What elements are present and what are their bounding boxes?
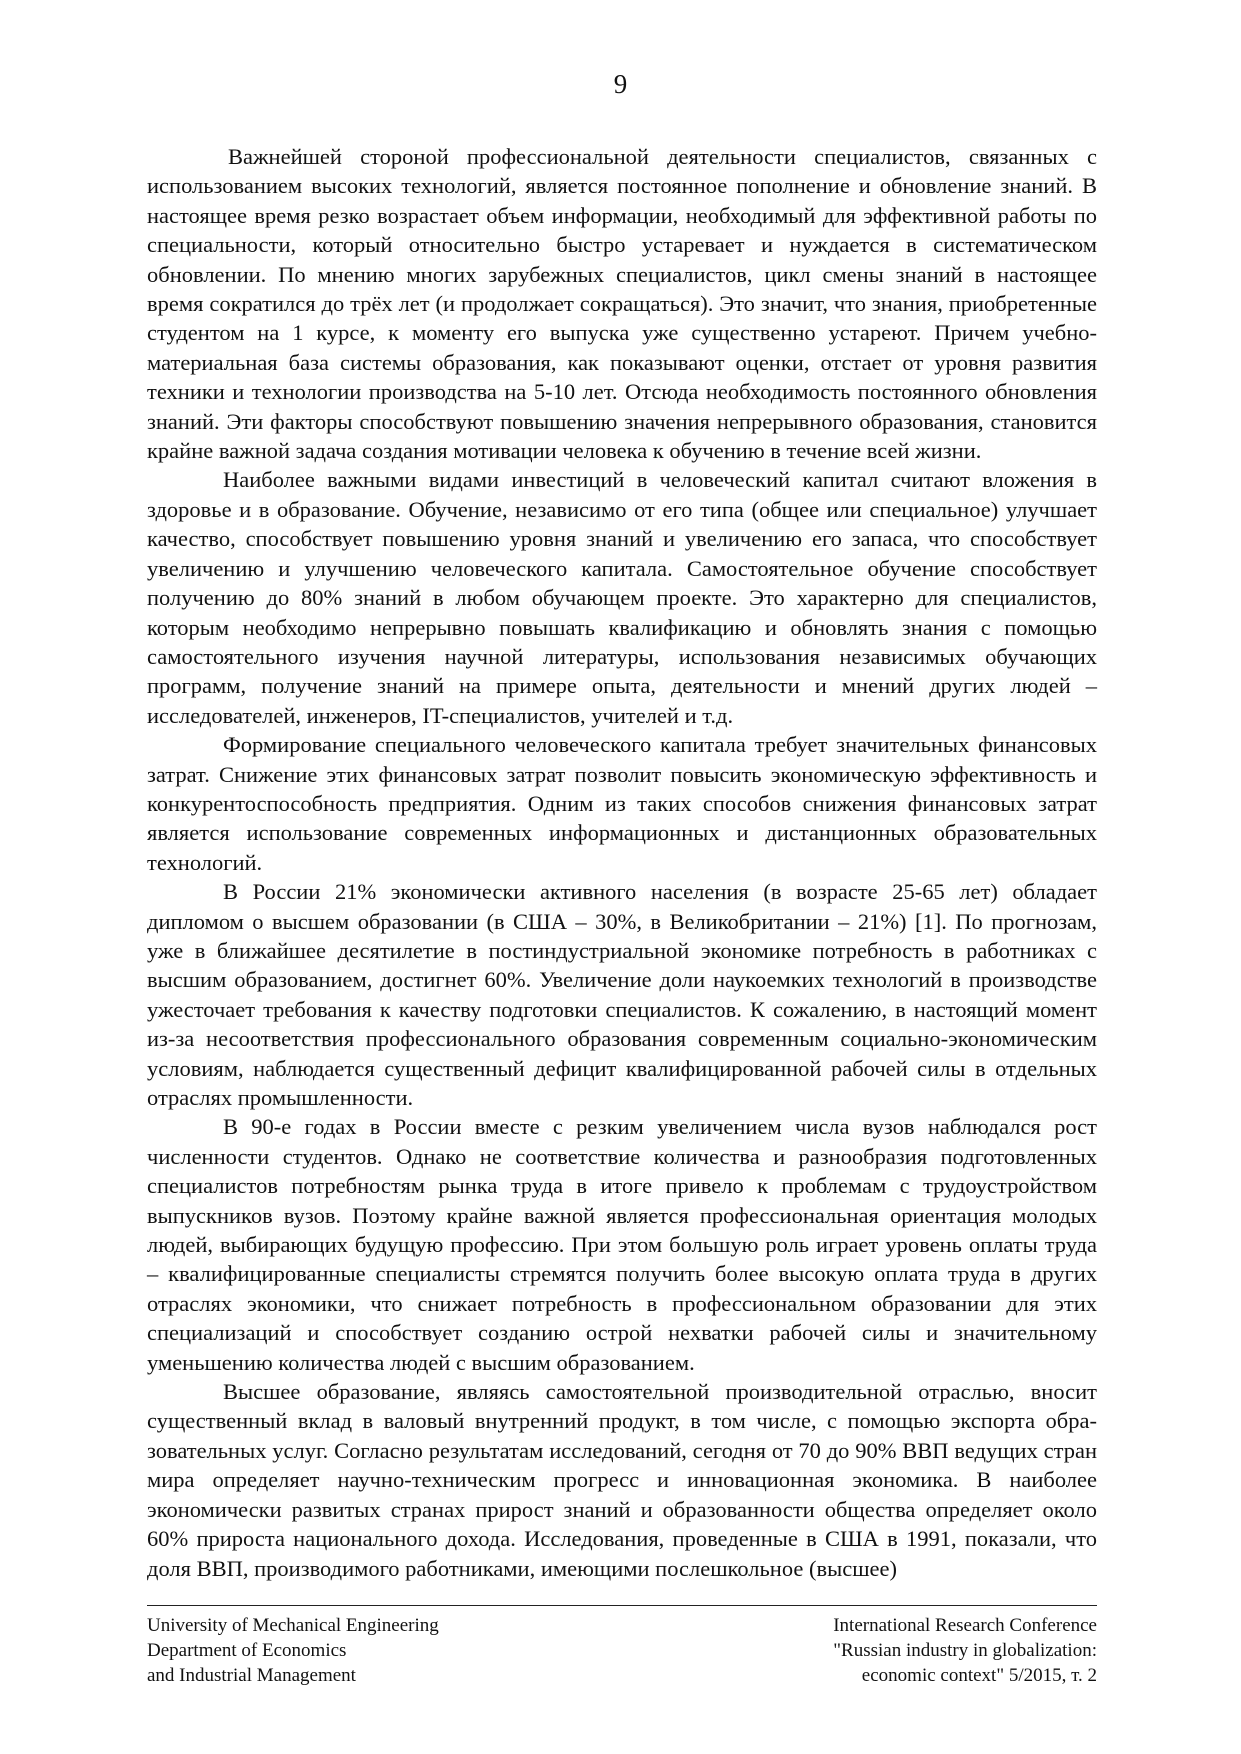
footer-left-line-2: Department of Economics [147,1640,347,1661]
footer-left-line-1: University of Mechanical Engineering [147,1615,439,1636]
paragraph-1: Важнейшей стороной профессиональной деятельности специалистов, связанных с использованием высоких технологий, является постоянное пополнение и обновление знаний. В настоящее время резко возрастает объем информации, необходимый для эффективной работы по специальности, который относительно быстро устаревает и нуждается в систематическом обновлении. По мнению многих зарубежных специалистов, цикл смены знаний в настоящее время сократился до трёх лет (и продолжает сокращаться). Это значит, что знания, приобретенные студентом на 1 курсе, к моменту его выпуска уже существенно устареют. Причем учебно-материальная база системы образования, как показывают оценки, отстает от уровня развития техники и технологии производства на 5-10 лет. Отсюда необходимость постоянного обновления знаний. Эти факторы способствуют повышению значения непрерывного образования, становится крайне важной задача создания мотивации человека к обучению в течение всей жизни. [147,144,1097,464]
footer-right-line-2: "Russian industry in globalization: [833,1640,1097,1661]
page-number: 9 [613,69,628,99]
paragraph-5: В 90-е годах в России вместе с резким увеличением числа вузов наблюдался рост численности студентов. Однако не соответствие количества и разнообразия подготовленных специалистов потребностям рынка труда в итоге привело к проблемам с трудоустройством выпускников вузов. Поэтому крайне важной является профессиональная ориентация молодых людей, выбирающих будущую профессию. При этом большую роль играет уровень оплаты труда – квалифицированные специалисты стремятся получить более высокую оплата труда в других отраслях экономики, что снижает потребность в профессиональном образовании для этих специализаций и способствует созданию острой нехватки рабочей силы и значительному уменьшению количества людей с высшим образованием. [147,1114,1097,1375]
footer-affiliation [147,1613,607,1688]
footer-right-line-1: International Research Conference [833,1615,1097,1636]
footer-conference [637,1613,1097,1688]
paragraph-6: Высшее образование, являясь самостоятельной производительной отраслью, вносит существенный вклад в валовый внутренний продукт, в том числе, с помощью экспорта образовательных услуг. Согласно результатам исследований, сегодня от 70 до 90% ВВП ведущих стран мира определяет научно-техническим прогресс и инновационная экономика. В наиболее экономически развитых странах прирост знаний и образованности общества определяет около 60% прироста национального дохода. Исследования, проведенные в США в 1991, показали, что доля ВВП, производимого работниками, имеющими послешкольное (высшее) [147,1379,1097,1581]
footer-right-line-3: economic context" 5/2015, т. 2 [861,1665,1097,1686]
paragraph-4: В России 21% экономически активного населения (в возрасте 25-65 лет) обладает дипломом о высшем образовании (в США – 30%, в Великобритании – 21%) [1]. По прогнозам, уже в ближайшее десятилетие в постиндустриальной экономике потребность в работниках с высшим образованием, достигнет 60%. Увеличение доли наукоемких технологий в производстве ужесточает требования к качеству подготовки специалистов. К сожалению, в настоящий момент из-за несоответствия профессионального образования современным социально-экономическим условиям, наблюдается существенный дефицит квалифицированной рабочей силы в отдельных отраслях промышленности. [147,879,1097,1110]
footer-divider [147,1605,1097,1606]
body-text [147,142,1097,1583]
footer-left-line-3: and Industrial Management [147,1665,356,1686]
paragraph-3: Формирование специального человеческого капитала требует значительных финансовых затрат. Снижение этих финансовых затрат позволит повысить экономическую эффективность и конкурентоспособность предприятия. Одним из таких способов снижения финансовых затрат является использование современных информационных и дистанционных образовательных технологий. [147,732,1097,875]
paragraph-2: Наиболее важными видами инвестиций в человеческий капитал считают вложения в здоровье и в образование. Обучение, независимо от его типа (общее или специальное) улучшает качество, способствует повышению уровня знаний и увеличению его запаса, что способствует увеличению и улучшению человеческого капитала. Самостоятельное обучение способствует получению до 80% знаний в любом обучающем проекте. Это характерно для специалистов, которым необходимо непрерывно повышать квалификацию и обновлять знания с помощью самостоятельного изучения научной литературы, использования независимых обучающих программ, получение знаний на примере опыта, деятельности и мнений других людей – исследователей, инженеров, IT-специалистов, учителей и т.д. [147,467,1097,728]
